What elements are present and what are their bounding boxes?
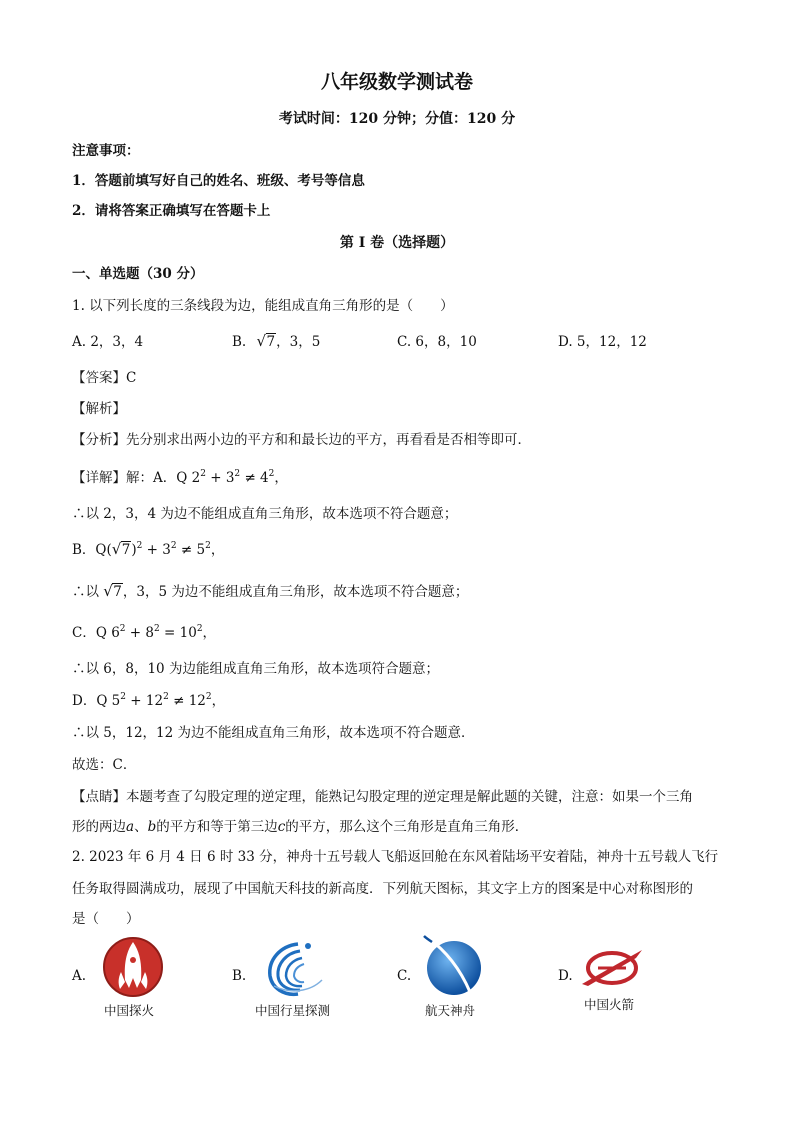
q1-detail-c: C．Q $6^2 + 8^2 = 10^2$， (72, 624, 217, 641)
exp: 2 (200, 469, 206, 479)
exam-title: 八年级数学测试卷 (320, 71, 473, 93)
q1-option-b-root: 7 (266, 334, 276, 350)
xiangjie-a-head: 解：A．Q 2 (126, 470, 201, 486)
exp: 2 (170, 541, 177, 551)
exp: 2 (136, 541, 143, 551)
q1-dianjing-1 (72, 788, 693, 806)
b-conc-root: 7 (113, 584, 122, 600)
china-rocket-logo (578, 944, 646, 990)
q2-option-d-label: 中国火箭 (584, 997, 635, 1012)
exp: 2 (119, 624, 126, 634)
answer-tag: 【答案】 (72, 370, 126, 386)
q1-option-b-rest: ，3，5 (276, 334, 321, 350)
b-root: 7 (121, 542, 131, 558)
q2-option-c-label: 航天神舟 (425, 1003, 476, 1018)
q2-option-b-label: 中国行星探测 (255, 1003, 331, 1018)
dianjing-2-post: 的平方，那么这个三角形是直角三角形． (285, 819, 529, 835)
dianjing-tag: 【点睛】 (72, 789, 126, 805)
q1-conclusion-c: ∴以 6，8，10 为边能组成直角三角形，故本选项符合题意； (72, 661, 439, 677)
q1-conclusion-d: ∴以 5，12，12 为边不能组成直角三角形，故本选项不符合题意． (72, 725, 475, 741)
q1-stem: 1. 以下列长度的三条线段为边，能组成直角三角形的是（ ） (72, 298, 454, 314)
q2-line-1: 2. 2023 年 6 月 4 日 6 时 33 分，神舟十五号载人飞船返回舱在东风着陆场平安着陆，神舟十五号载人飞行 (72, 849, 719, 865)
var-b: b (147, 819, 157, 835)
xiangjie-tag: 【详解】 (72, 470, 126, 486)
sqrt-symbol (257, 333, 277, 351)
answer-value: C (126, 370, 137, 386)
sqrt-symbol (112, 541, 132, 559)
notes-heading: 注意事项： (72, 143, 140, 159)
q2-option-d-letter: D. (558, 968, 573, 984)
q2-line-3: 是（ ） (72, 911, 140, 927)
mars-exploration-logo (100, 936, 166, 998)
q1-option-c: C. 6，8，10 (397, 334, 477, 350)
dianjing-2-mid1: 、 (134, 819, 148, 835)
q1-conclusion-b (72, 583, 468, 601)
fenxi-tag: 【分析】 (72, 432, 126, 448)
d-head: D．Q 5 (72, 693, 121, 709)
exp: 2 (268, 469, 275, 479)
part-title: 一、单选题（30 分） (72, 266, 204, 282)
var-c: c (277, 819, 286, 835)
q1-detail-d: D．Q $5^2 + 12^2 \ne 12^2$， (72, 692, 226, 709)
q1-choose: 故选：C． (72, 757, 137, 773)
q1-option-b (232, 333, 320, 351)
q1-option-a: A. 2，3，4 (72, 334, 144, 350)
q1-option-d: D. 5，12，12 (558, 334, 647, 350)
dianjing-text-1: 本题考查了勾股定理的逆定理，能熟记勾股定理的逆定理是解此题的关键，注意：如果一个三角 (126, 789, 693, 805)
q1-fenxi (72, 431, 531, 449)
exam-subtitle: 考试时间：120 分钟；分值：120 分 (278, 111, 516, 127)
var-a: a (126, 819, 135, 835)
exp: 2 (163, 692, 169, 702)
q1-dianjing-2 (72, 818, 528, 836)
q2-line-2: 任务取得圆满成功，展现了中国航天科技的新高度．下列航天图标，其文字上方的图案是中心对称图形的 (72, 881, 693, 897)
q2-option-c-letter: C. (397, 968, 412, 984)
dianjing-2-mid2: 的平方和等于第三边 (156, 819, 278, 835)
b-conc-pre: ∴以 (72, 584, 99, 600)
notes-item-2: 2．请将答案正确填写在答题卡上 (72, 203, 271, 219)
exp: 2 (205, 541, 211, 551)
q1-analysis-tag: 【解析】 (72, 401, 126, 417)
c-head: C．Q 6 (72, 625, 120, 641)
exp: 2 (234, 469, 241, 479)
dianjing-2-pre: 形的两边 (72, 819, 126, 835)
q2-option-a-letter: A. (72, 968, 87, 984)
notes-item-1: 1．答题前填写好自己的姓名、班级、考号等信息 (72, 173, 365, 189)
exp: 2 (205, 692, 212, 702)
exp: 2 (120, 692, 127, 702)
planetary-exploration-logo (262, 936, 328, 998)
exp: 2 (154, 624, 160, 634)
sqrt-symbol (103, 583, 123, 601)
shenzhou-logo (420, 934, 486, 998)
exp: 2 (196, 624, 203, 634)
b-conc-post: ，3，5 为边不能组成直角三角形，故本选项不符合题意； (122, 584, 469, 600)
q1-conclusion-a: ∴以 2，3，4 为边不能组成直角三角形，故本选项不符合题意； (72, 506, 458, 522)
b-head: B．Q( (72, 542, 112, 558)
section-title: 第 I 卷（选择题） (339, 235, 455, 251)
q1-answer (72, 369, 136, 387)
fenxi-text: 先分别求出两小边的平方和和最长边的平方，再看看是否相等即可． (126, 432, 531, 448)
q1-detail-b: B．Q(√ $7)^2 + 3^2 \ne 5^2$， (72, 541, 224, 559)
q1-detail-a: 【详解】解：A．Q $2^2 + 3^2 \ne 4^2$， (72, 469, 288, 486)
q1-option-b-letter: B. (232, 334, 247, 350)
q2-option-b-letter: B. (232, 968, 247, 984)
q2-option-a-label: 中国探火 (104, 1003, 155, 1018)
